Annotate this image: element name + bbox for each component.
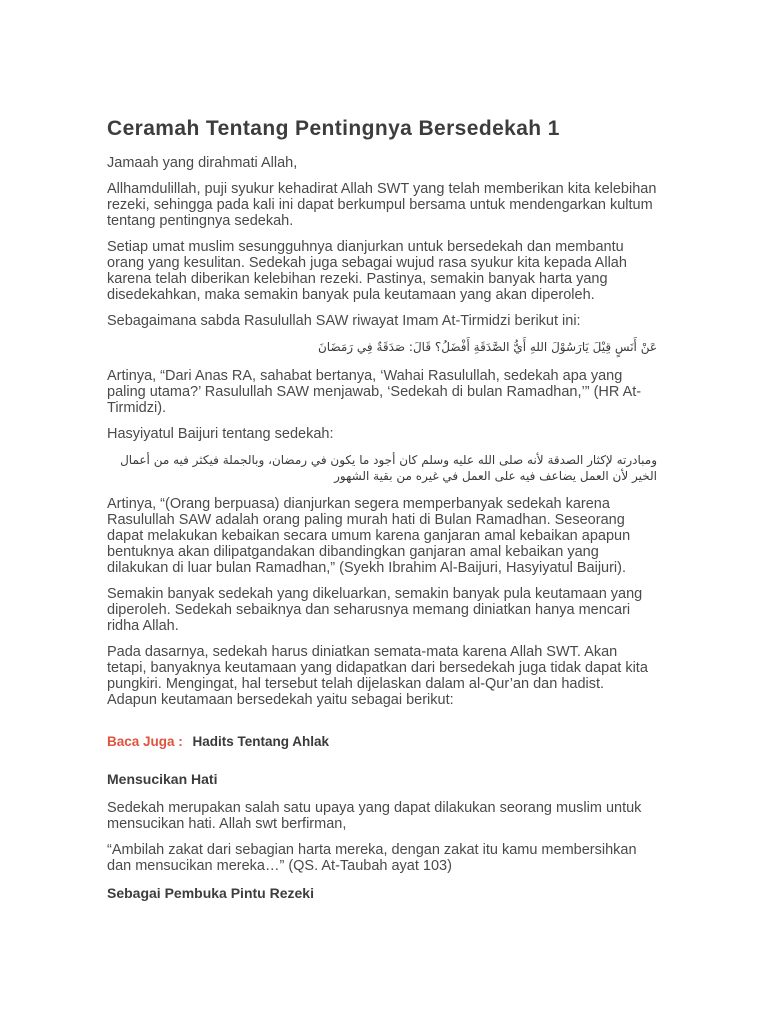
arabic-hadith: عَنْ أَنَسٍ قِيْلَ يَارَسُوْلَ اللهِ أَيُّ الصَّدَقَةِ أَفْضَلُ؟ قَالَ: صَدَقَةٌ فِي رَمَضَانَ <box>317 340 657 354</box>
paragraph-mensucikan: Sedekah merupakan salah satu upaya yang dapat dilakukan seorang muslim untuk mensucikan hati. Allah swt berfirman, <box>107 800 642 832</box>
paragraph-hasyiyah: Hasyiyatul Baijuri tentang sedekah: <box>107 426 334 442</box>
arabic-quote: ومبادرته لإكثار الصدقة لأنه صلى الله عليه وسلم كان أجود ما يكون في رمضان، وبالجملة فيكثر فيه من أعمال الخير لأن العمل يضاعف فيه على العمل في غيره من بقية الشهور <box>120 453 657 483</box>
paragraph-keutamaan: Semakin banyak sedekah yang dikeluarkan, semakin banyak pula keutamaan yang diperoleh. Sedekah sebaiknya dan seharusnya memang diniatkan hanya mencari ridha Allah. <box>107 586 643 634</box>
baca-juga <box>107 734 657 750</box>
paragraph-quote-translation: Artinya, “(Orang berpuasa) dianjurkan segera memperbanyak sedekah karena Rasulullah SAW adalah orang paling murah hati di Bulan Ramadhan. Seseorang dapat melakukan kebaikan secara umum karena ganjaran amal kebaikan apapun bentuknya akan dilipatgandakan dibandingkan ganjaran amal kebaikan yang dilakukan di luar bulan Ramadhan,” (Syekh Ibrahim Al-Baijuri, Hasyiyatul Baijuri). <box>107 496 631 576</box>
baca-juga-link[interactable]: Hadits Tentang Ahlak <box>192 734 330 749</box>
paragraph-anjuran: Setiap umat muslim sesungguhnya dianjurkan untuk bersedekah dan membantu orang yang kesulitan. Sedekah juga sebagai wujud rasa syukur kita kepada Allah karena telah diberikan kelebihan rezeki. Pastinya, semakin banyak harta yang disedekahkan, maka semakin banyak pula keutamaan yang akan diperoleh. <box>107 239 627 303</box>
baca-juga-label: Baca Juga : <box>107 734 183 749</box>
paragraph-sabda: Sebagaimana sabda Rasulullah SAW riwayat Imam At-Tirmidzi berikut ini: <box>107 313 581 329</box>
paragraph-hadith-translation: Artinya, “Dari Anas RA, sahabat bertanya, ‘Wahai Rasulullah, sedekah apa yang paling utama?’ Rasulullah SAW menjawab, ‘Sedekah di bulan Ramadhan,’” (HR At-Tirmidzi). <box>107 368 642 416</box>
section-heading-pembuka-rezeki: Sebagai Pembuka Pintu Rezeki <box>107 885 314 901</box>
paragraph-intro: Allhamdulillah, puji syukur kehadirat Allah SWT yang telah memberikan kita kelebihan rezeki, sehingga pada kali ini dapat berkumpul bersama untuk mendengarkan kultum tentang pentingnya sedekah. <box>107 181 657 229</box>
paragraph-ayat: “Ambilah zakat dari sebagian harta mereka, dengan zakat itu kamu membersihkan dan mensucikan mereka…” (QS. At-Taubah ayat 103) <box>107 842 637 874</box>
paragraph-niat: Pada dasarnya, sedekah harus diniatkan semata-mata karena Allah SWT. Akan tetapi, banyaknya keutamaan yang didapatkan dari bersedekah juga tidak dapat kita pungkiri. Mengingat, hal tersebut telah dijelaskan dalam al-Qur’an dan hadist. Adapun keutamaan bersedekah yaitu sebagai berikut: <box>107 644 648 708</box>
document-page <box>107 116 657 914</box>
section-heading-mensucikan-hati: Mensucikan Hati <box>107 771 218 787</box>
page-title: Ceramah Tentang Pentingnya Bersedekah 1 <box>107 117 560 140</box>
greeting: Jamaah yang dirahmati Allah, <box>107 155 298 171</box>
